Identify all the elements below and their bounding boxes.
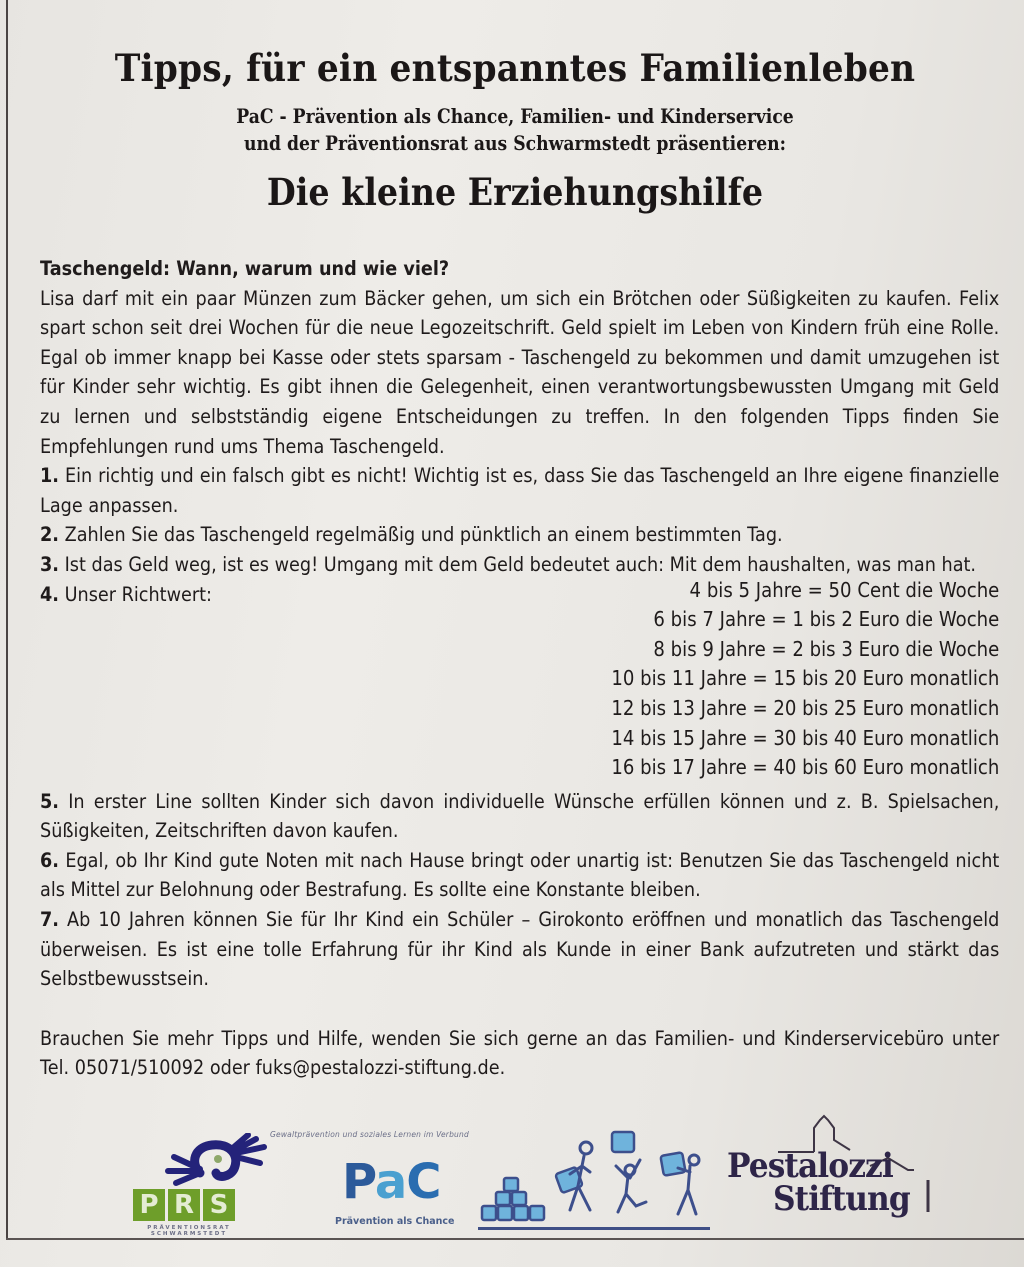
prs-letter: R	[168, 1189, 200, 1221]
tip-text: In erster Line sollten Kinder sich davon individuelle Wünsche erfüllen können und z. B. Spielsachen, Süßigkeiten, Zeitschriften davon kaufen.	[40, 789, 1000, 843]
rate-row: 16 bis 17 Jahre = 40 bis 60 Euro monatlich	[611, 755, 1000, 780]
tip-6	[40, 846, 999, 905]
subtitle-line-1: PaC - Prävention als Chance, Familien- und Kinderservice	[236, 104, 794, 128]
pac-underline	[478, 1227, 710, 1230]
tip-text: Zahlen Sie das Taschengeld regelmäßig und pünktlich an einem bestimmten Tag.	[64, 523, 783, 547]
pac-subtitle: Prävention als Chance	[335, 1216, 455, 1227]
rate-row: 10 bis 11 Jahre = 15 bis 20 Euro monatlich	[611, 666, 1000, 691]
pestalozzi-wordmark-line-2: Stiftung	[773, 1179, 910, 1219]
section-heading: Taschengeld: Wann, warum und wie viel?	[40, 257, 450, 280]
pac-letter-a: a	[374, 1154, 407, 1210]
rate-row: 14 bis 15 Jahre = 30 bis 40 Euro monatlich	[611, 725, 1000, 750]
prs-letter: P	[133, 1189, 165, 1221]
tip-number: 7.	[40, 907, 59, 931]
tip-text: Ein richtig und ein falsch gibt es nicht! Wichtig ist es, dass Sie das Taschengeld an Ihre eigene finanzielle Lage anpassen.	[40, 464, 1000, 517]
prs-caption-line-1: PRÄVENTIONSRAT	[147, 1225, 231, 1231]
prs-caption	[134, 1225, 244, 1237]
prs-letter: S	[203, 1189, 235, 1221]
tip-text: Ist das Geld weg, ist es weg! Umgang mit dem Geld bedeutet auch: Mit dem haushalten, was man hat.	[64, 552, 977, 576]
intro-paragraph: Lisa darf mit ein paar Münzen zum Bäcker gehen, um sich ein Brötchen oder Süßigkeiten zu kaufen. Felix spart schon seit drei Wochen für die neue Legozeitschrift. Geld spielt im Leben von Kindern früh eine Rolle. Egal ob immer knapp bei Kasse oder stets sparsam - Taschengeld zu bekommen und damit umzugehen ist für Kinder sehr wichtig. Es gibt ihnen die Gelegenheit, einen verantwortungsbewussten Umgang mit Geld zu lernen und selbstständig eigene Entscheidungen zu treffen. In den folgenden Tipps finden Sie Empfehlungen rund ums Thema Taschengeld.	[40, 286, 1000, 458]
rate-row: 8 bis 9 Jahre = 2 bis 3 Euro die Woche	[653, 636, 1000, 661]
subtitle-line-2: und der Präventionsrat aus Schwarmstedt präsentieren:	[243, 131, 787, 155]
rate-row: 6 bis 7 Jahre = 1 bis 2 Euro die Woche	[653, 607, 1000, 632]
column-rule-left	[6, 0, 8, 1240]
allowance-rates-list	[611, 576, 999, 783]
headline: Die kleine Erziehungshilfe	[266, 170, 764, 214]
tip-4	[40, 577, 1000, 787]
prs-logo	[133, 1189, 235, 1221]
pac-logo	[342, 1154, 441, 1210]
page-title: Tipps, für ein entspanntes Familienleben	[114, 46, 916, 90]
paragraph-spacer	[40, 994, 999, 1024]
tip-1	[40, 461, 999, 520]
rate-row: 12 bis 13 Jahre = 20 bis 25 Euro monatlich	[611, 695, 1000, 720]
prs-figure-icon	[160, 1133, 270, 1189]
pac-letter-c: C	[406, 1154, 441, 1210]
tip-number: 5.	[40, 789, 59, 813]
article-body	[40, 254, 999, 1083]
tip-number: 2.	[40, 523, 59, 547]
column-rule-bottom	[6, 1238, 1024, 1240]
pestalozzi-wordmark-line-1: Pestalozzi	[727, 1146, 893, 1186]
rate-row: 4 bis 5 Jahre = 50 Cent die Woche	[689, 577, 1000, 602]
tip-number: 1.	[40, 464, 59, 488]
tip-text: Unser Richtwert:	[64, 582, 213, 606]
partner-tagline: Gewaltprävention und soziales Lernen im Verbund	[270, 1130, 469, 1139]
tip-text: Ab 10 Jahren können Sie für Ihr Kind ein Schüler – Girokonto eröffnen und monatlich das Taschengeld überweisen. Es ist eine tolle Erfahrung für ihr Kind als Kunde in einer Bank aufzutreten und stärkt das Selbstbewusstsein.	[40, 907, 1000, 991]
tip-5	[40, 787, 999, 846]
pac-figures-icon	[478, 1126, 713, 1226]
presenters-subtitle	[72, 103, 958, 157]
tip-7	[40, 905, 999, 994]
tip-number: 4.	[40, 582, 59, 606]
tip-4-label	[40, 580, 212, 610]
closing-contact-paragraph: Brauchen Sie mehr Tipps und Hilfe, wenden Sie sich gerne an das Familien- und Kinderservicebüro unter Tel. 05071/510092 oder fuks@pestalozzi-stiftung.de.	[40, 1026, 1000, 1080]
tip-text: Egal, ob Ihr Kind gute Noten mit nach Hause bringt oder unartig ist: Benutzen Sie das Taschengeld nicht als Mittel zur Belohnung oder Bestrafung. Es sollte eine Konstante bleiben.	[40, 848, 1000, 902]
tip-number: 6.	[40, 848, 59, 872]
tip-2	[40, 520, 999, 550]
prs-caption-line-2: SCHWARMSTEDT	[150, 1231, 228, 1237]
pac-letter-p: P	[342, 1154, 375, 1210]
tip-number: 3.	[40, 552, 59, 576]
